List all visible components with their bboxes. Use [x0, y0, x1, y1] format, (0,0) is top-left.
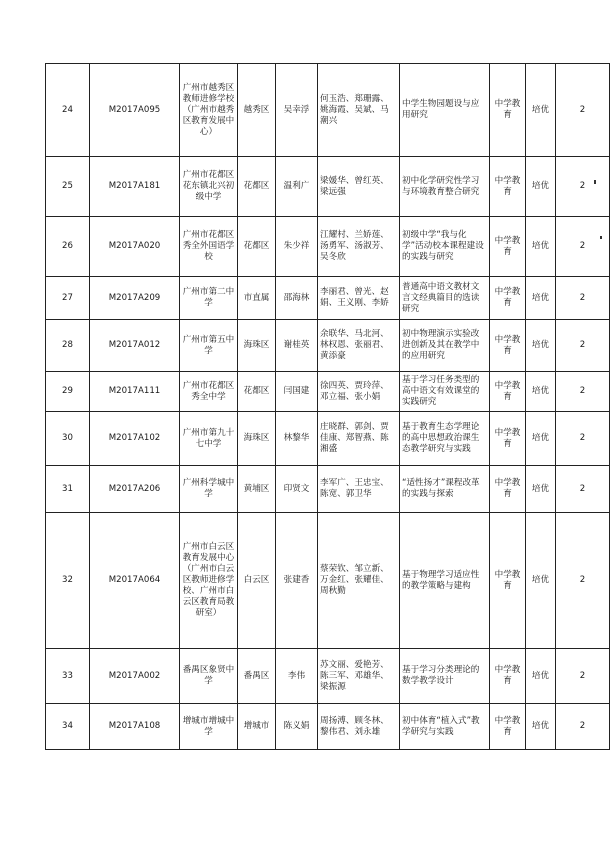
grade: 培优	[526, 217, 556, 277]
project-code: M2017A209	[90, 277, 180, 320]
project-title: “适性扬才”课程改革的实践与探索	[400, 466, 490, 513]
project-leader: 闫国建	[276, 372, 318, 412]
project-code: M2017A111	[90, 372, 180, 412]
project-title: 初中物理演示实验改进创新及其在教学中的应用研究	[400, 320, 490, 372]
grade: 培优	[526, 64, 556, 157]
project-leader: 温利广	[276, 157, 318, 217]
district: 越秀区	[238, 64, 276, 157]
funding-amount: 2	[556, 372, 610, 412]
project-code: M2017A064	[90, 513, 180, 649]
category: 中学教育	[490, 64, 526, 157]
category: 中学教育	[490, 217, 526, 277]
project-title: 普通高中语文教材文言文经典篇目的选读研究	[400, 277, 490, 320]
district: 花都区	[238, 372, 276, 412]
table-row	[46, 372, 610, 412]
table-row	[46, 320, 610, 372]
project-leader: 陈义娟	[276, 704, 318, 750]
team-members: 李军广、王忠宝、陈宽、郭卫华	[318, 466, 400, 513]
project-code: M2017A012	[90, 320, 180, 372]
row-number: 25	[46, 157, 90, 217]
district: 市直属	[238, 277, 276, 320]
table-row	[46, 217, 610, 277]
project-code: M2017A095	[90, 64, 180, 157]
funding-amount: 2	[556, 64, 610, 157]
category: 中学教育	[490, 320, 526, 372]
project-table	[45, 63, 610, 750]
category: 中学教育	[490, 513, 526, 649]
row-number: 32	[46, 513, 90, 649]
unit-name: 广州市第五中学	[180, 320, 238, 372]
grade: 培优	[526, 466, 556, 513]
project-code: M2017A108	[90, 704, 180, 750]
project-leader: 谢桂英	[276, 320, 318, 372]
unit-name: 广州市第二中学	[180, 277, 238, 320]
scan-speck	[600, 236, 602, 239]
funding-amount: 2	[556, 217, 610, 277]
unit-name: 广州市花都区花东镇北兴初级中学	[180, 157, 238, 217]
row-number: 34	[46, 704, 90, 750]
unit-name: 广州市白云区教育发展中心（广州市白云区教师进修学校、广州市白云区教育局教研室）	[180, 513, 238, 649]
funding-amount: 2	[556, 277, 610, 320]
project-title: 基于学习任务类型的高中语文有效课堂的实践研究	[400, 372, 490, 412]
table-row	[46, 466, 610, 513]
project-code: M2017A206	[90, 466, 180, 513]
project-title: 初级中学“我与化学”活动校本课程建设的实践与研究	[400, 217, 490, 277]
table-row	[46, 157, 610, 217]
table-row	[46, 649, 610, 704]
grade: 培优	[526, 513, 556, 649]
unit-name: 番禺区象贤中学	[180, 649, 238, 704]
district: 花都区	[238, 157, 276, 217]
team-members: 周扬溥、顾冬林、黎伟君、刘永雄	[318, 704, 400, 750]
category: 中学教育	[490, 412, 526, 466]
project-title: 基于物理学习适应性的教学策略与建构	[400, 513, 490, 649]
team-members: 蔡荣钦、邹立新、万金红、张耀佳、周秋勤	[318, 513, 400, 649]
team-members: 江耀村、兰娇莲、汤勇军、汤淑芳、吴冬欣	[318, 217, 400, 277]
grade: 培优	[526, 320, 556, 372]
grade: 培优	[526, 649, 556, 704]
table-row	[46, 704, 610, 750]
funding-amount: 2	[556, 157, 610, 217]
project-leader: 吴幸浮	[276, 64, 318, 157]
project-leader: 朱少祥	[276, 217, 318, 277]
category: 中学教育	[490, 704, 526, 750]
project-code: M2017A181	[90, 157, 180, 217]
category: 中学教育	[490, 372, 526, 412]
row-number: 28	[46, 320, 90, 372]
category: 中学教育	[490, 157, 526, 217]
team-members: 何玉浩、郑珊露、姚海霞、吴斌、马潮兴	[318, 64, 400, 157]
row-number: 33	[46, 649, 90, 704]
row-number: 27	[46, 277, 90, 320]
grade: 培优	[526, 372, 556, 412]
unit-name: 增城市增城中学	[180, 704, 238, 750]
project-leader: 林黎华	[276, 412, 318, 466]
district: 番禺区	[238, 649, 276, 704]
scan-speck	[594, 180, 596, 184]
unit-name: 广州市花都区秀全中学	[180, 372, 238, 412]
funding-amount: 2	[556, 466, 610, 513]
row-number: 31	[46, 466, 90, 513]
district: 增城市	[238, 704, 276, 750]
table-row	[46, 513, 610, 649]
district: 花都区	[238, 217, 276, 277]
unit-name: 广州科学城中学	[180, 466, 238, 513]
team-members: 梁媛华、曾红英、梁远强	[318, 157, 400, 217]
row-number: 24	[46, 64, 90, 157]
funding-amount: 2	[556, 649, 610, 704]
table-body	[46, 64, 610, 750]
grade: 培优	[526, 412, 556, 466]
project-code: M2017A020	[90, 217, 180, 277]
unit-name: 广州市越秀区教师进修学校（广州市越秀区教育发展中心）	[180, 64, 238, 157]
project-title: 初中体育“植入式”教学研究与实践	[400, 704, 490, 750]
table-row	[46, 64, 610, 157]
district: 白云区	[238, 513, 276, 649]
project-title: 基于学习分类理论的数学教学设计	[400, 649, 490, 704]
project-leader: 李伟	[276, 649, 318, 704]
project-code: M2017A002	[90, 649, 180, 704]
row-number: 26	[46, 217, 90, 277]
row-number: 30	[46, 412, 90, 466]
project-code: M2017A102	[90, 412, 180, 466]
funding-amount: 2	[556, 704, 610, 750]
grade: 培优	[526, 704, 556, 750]
grade: 培优	[526, 157, 556, 217]
team-members: 李丽君、曾光、赵娟、王义刚、李娇	[318, 277, 400, 320]
category: 中学教育	[490, 649, 526, 704]
project-title: 中学生物园题设与应用研究	[400, 64, 490, 157]
team-members: 庄晓群、郭剑、贾佳康、郑智燕、陈湘盛	[318, 412, 400, 466]
district: 海珠区	[238, 412, 276, 466]
row-number: 29	[46, 372, 90, 412]
table-row	[46, 412, 610, 466]
project-leader: 印贤文	[276, 466, 318, 513]
category: 中学教育	[490, 277, 526, 320]
grade: 培优	[526, 277, 556, 320]
category: 中学教育	[490, 466, 526, 513]
unit-name: 广州市第九十七中学	[180, 412, 238, 466]
team-members: 余联华、马北河、林权恩、张丽君、黄添豪	[318, 320, 400, 372]
table-row	[46, 277, 610, 320]
district: 海珠区	[238, 320, 276, 372]
team-members: 苏文丽、爱艳芳、陈三军、邓雄华、梁振源	[318, 649, 400, 704]
funding-amount: 2	[556, 513, 610, 649]
team-members: 徐四英、贾玲萍、邓立福、张小娟	[318, 372, 400, 412]
funding-amount: 2	[556, 412, 610, 466]
funding-amount: 2	[556, 320, 610, 372]
project-leader: 张建香	[276, 513, 318, 649]
unit-name: 广州市花都区秀全外国语学校	[180, 217, 238, 277]
project-title: 初中化学研究性学习与环境教育整合研究	[400, 157, 490, 217]
project-title: 基于教育生态学理论的高中思想政治课生态教学研究与实践	[400, 412, 490, 466]
district: 黄埔区	[238, 466, 276, 513]
project-leader: 邵海林	[276, 277, 318, 320]
